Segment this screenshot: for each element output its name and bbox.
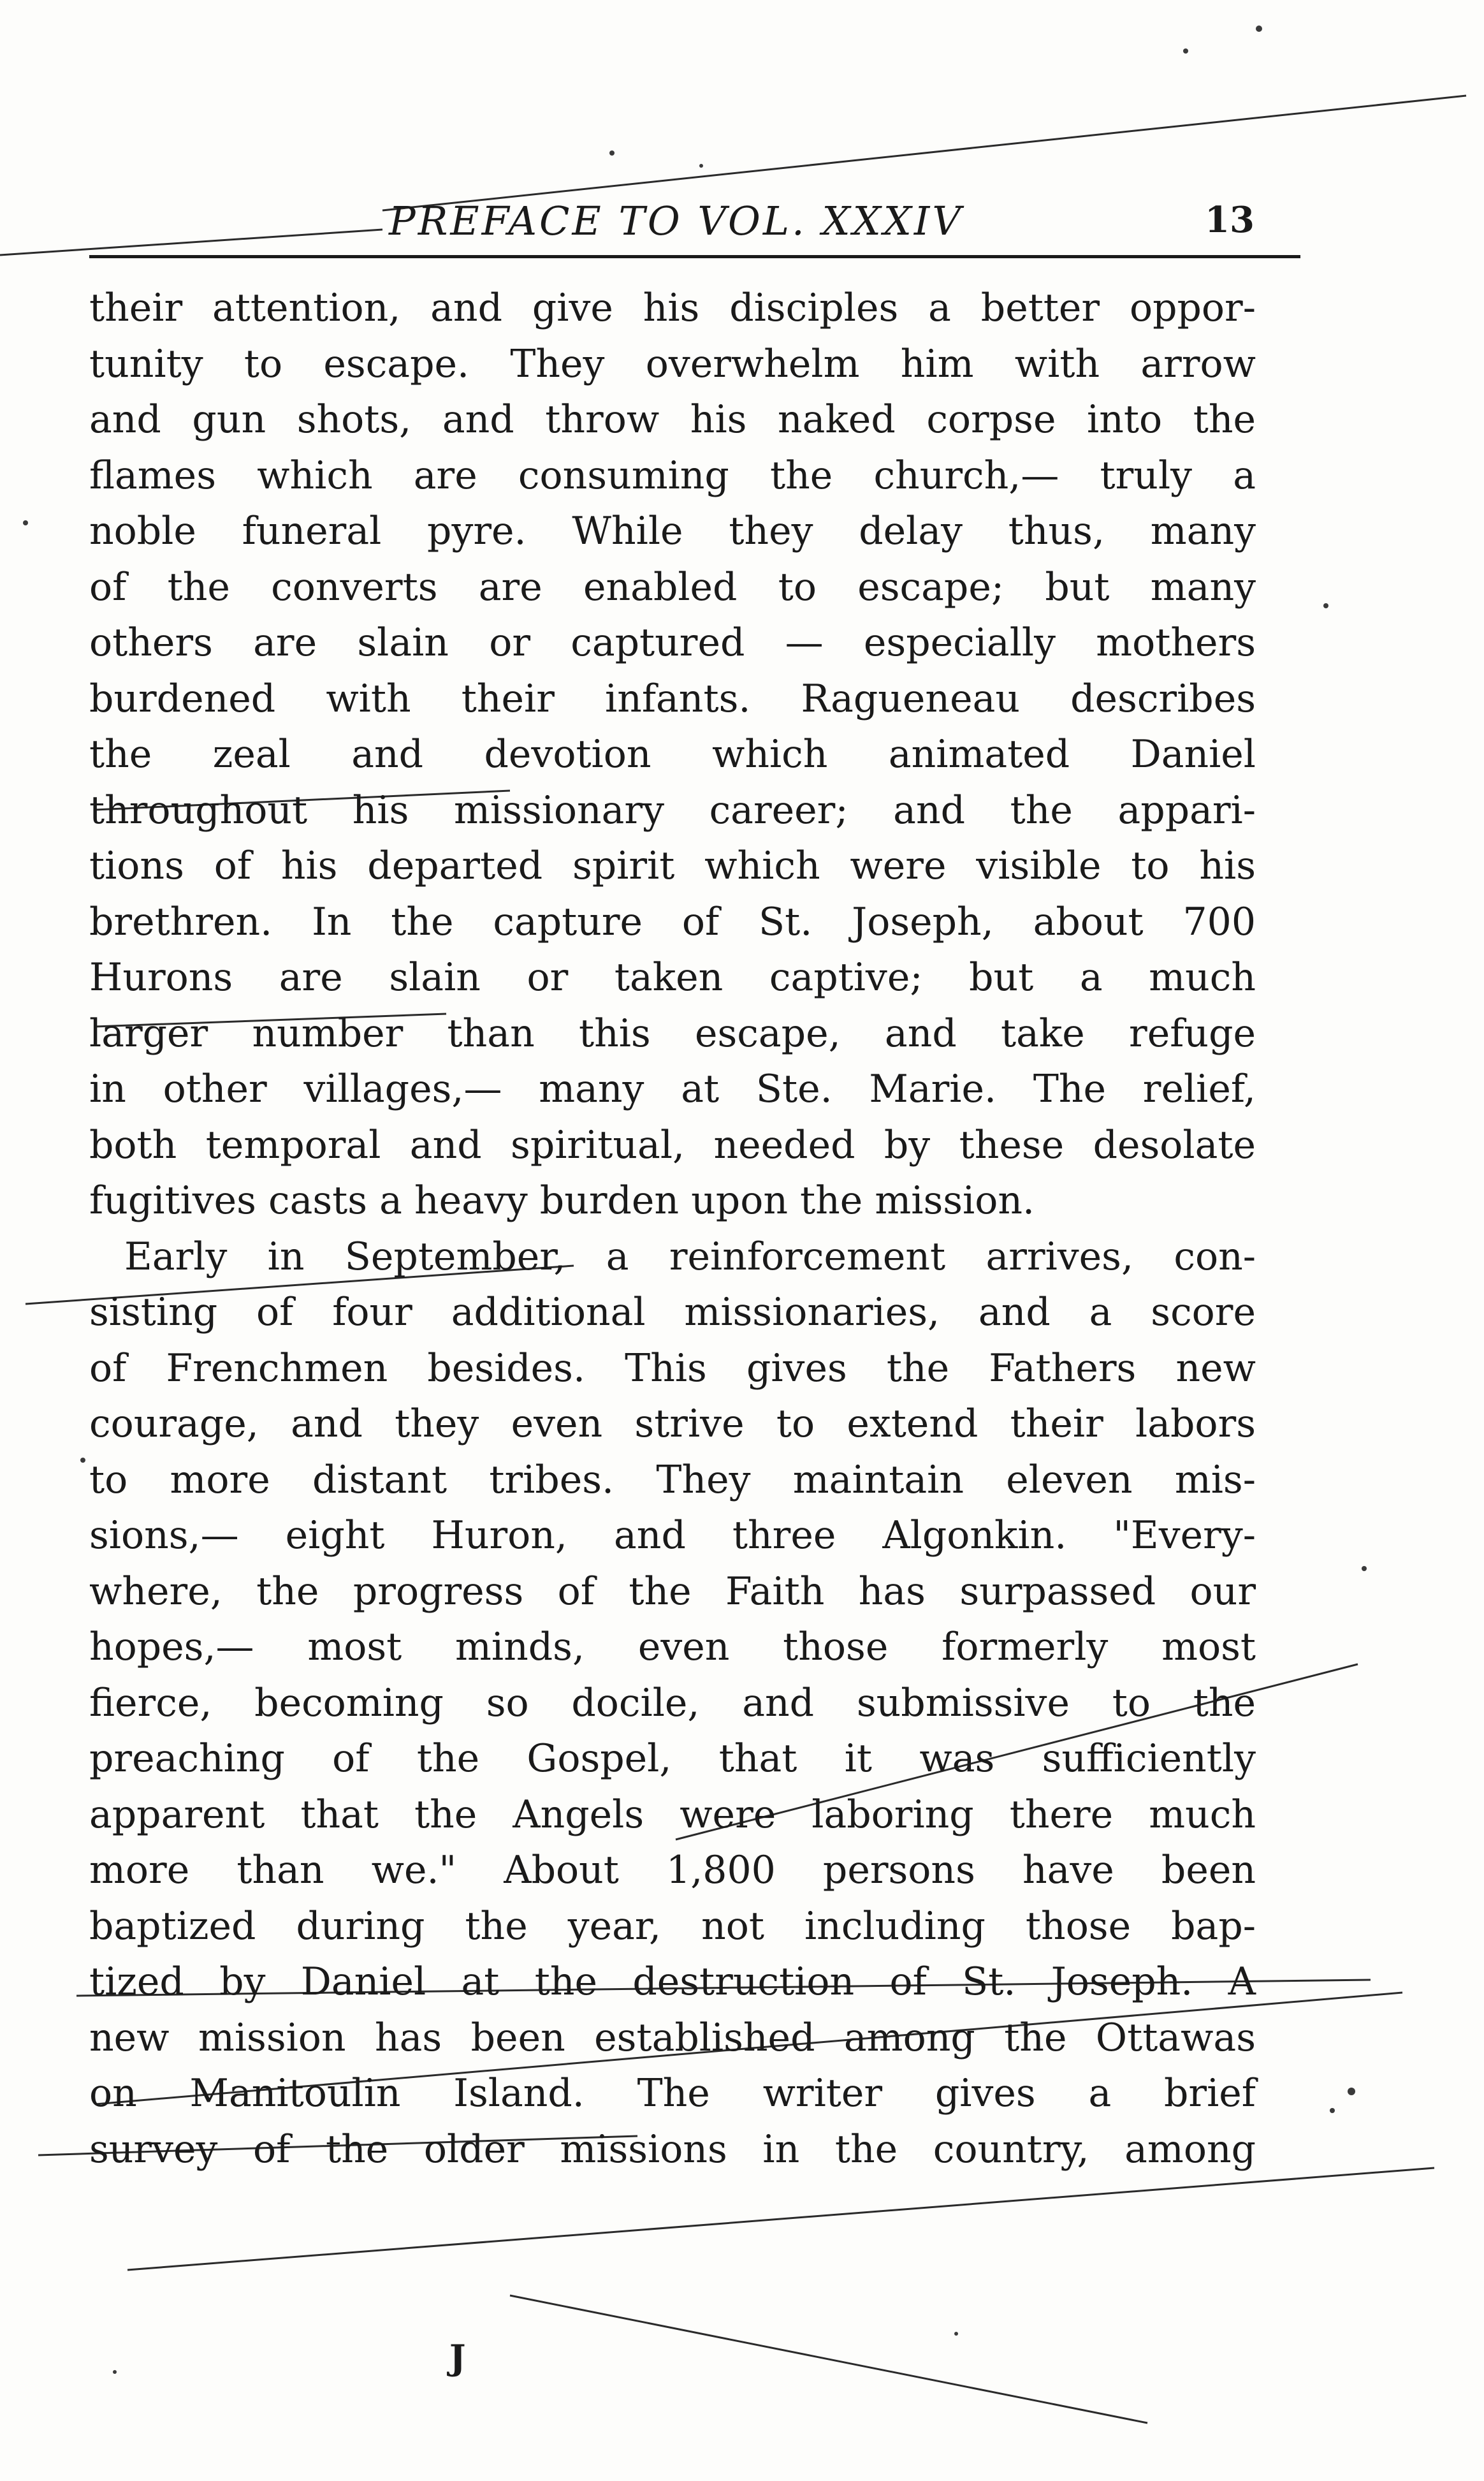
text-line: Early in September, a reinforcement arrives, con- xyxy=(124,1234,1256,1279)
text-line: of the converts are enabled to escape; but many xyxy=(89,564,1256,610)
text-line: courage, and they even strive to extend their labors xyxy=(89,1402,1256,1446)
running-head xyxy=(96,191,1371,249)
text-line: where, the progress of the Faith has surpassed our xyxy=(89,1569,1256,1614)
text-line: fugitives casts a heavy burden upon the mission. xyxy=(89,1178,1035,1223)
running-title: PREFACE TO VOL. XXXIV xyxy=(389,198,964,244)
text-line: tized by Daniel at the destruction of St. Joseph. A xyxy=(89,1959,1256,2004)
header-rule xyxy=(89,255,1300,258)
text-line: in other villages,— many at Ste. Marie. The relief, xyxy=(89,1067,1256,1111)
text-line: noble funeral pyre. While they delay thus, many xyxy=(89,509,1256,553)
text-line: flames which are consuming the church,— truly a xyxy=(89,453,1256,498)
text-line: preaching of the Gospel, that it was sufficiently xyxy=(89,1736,1256,1781)
text-line: on Manitoulin Island. The writer gives a brief xyxy=(89,2071,1256,2116)
text-line: Hurons are slain or taken captive; but a much xyxy=(89,955,1256,1000)
text-line: and gun shots, and throw his naked corpse into the xyxy=(89,397,1256,442)
text-line: to more distant tribes. They maintain eleven mis- xyxy=(89,1457,1256,1502)
text-line: burdened with their infants. Ragueneau describes xyxy=(89,676,1256,721)
text-line: sions,— eight Huron, and three Algonkin. "Every- xyxy=(89,1513,1256,1558)
text-line: both temporal and spiritual, needed by these desolate xyxy=(89,1122,1256,1167)
body-text xyxy=(89,281,1256,2177)
signature-mark: J xyxy=(449,2337,466,2378)
text-line: sisting of four additional missionaries, and a score xyxy=(89,1290,1256,1335)
text-line: their attention, and give his disciples a better oppor- xyxy=(89,286,1256,330)
text-line: survey of the older missions in the country, among xyxy=(89,2126,1256,2172)
text-line: throughout his missionary career; and the appari- xyxy=(89,787,1256,833)
text-line: tunity to escape. They overwhelm him with arrow xyxy=(89,341,1256,386)
text-line: baptized during the year, not including those bap- xyxy=(89,1903,1256,1949)
text-line: hopes,— most minds, even those formerly most xyxy=(89,1625,1256,1669)
text-line: fierce, becoming so docile, and submissive to the xyxy=(89,1680,1256,1725)
text-line: apparent that the Angels were laboring there much xyxy=(89,1792,1256,1837)
text-line: others are slain or captured — especially mothers xyxy=(89,620,1256,665)
text-line: of Frenchmen besides. This gives the Fathers new xyxy=(89,1345,1256,1391)
text-line: the zeal and devotion which animated Daniel xyxy=(89,732,1256,777)
page-number: 13 xyxy=(1205,199,1255,241)
text-line: more than we." About 1,800 persons have been xyxy=(89,1848,1256,1892)
text-line: new mission has been established among the Ottawas xyxy=(89,2015,1256,2060)
text-line: tions of his departed spirit which were visible to his xyxy=(89,844,1256,888)
text-line: brethren. In the capture of St. Joseph, about 700 xyxy=(89,899,1256,944)
text-line: larger number than this escape, and take refuge xyxy=(89,1011,1256,1056)
